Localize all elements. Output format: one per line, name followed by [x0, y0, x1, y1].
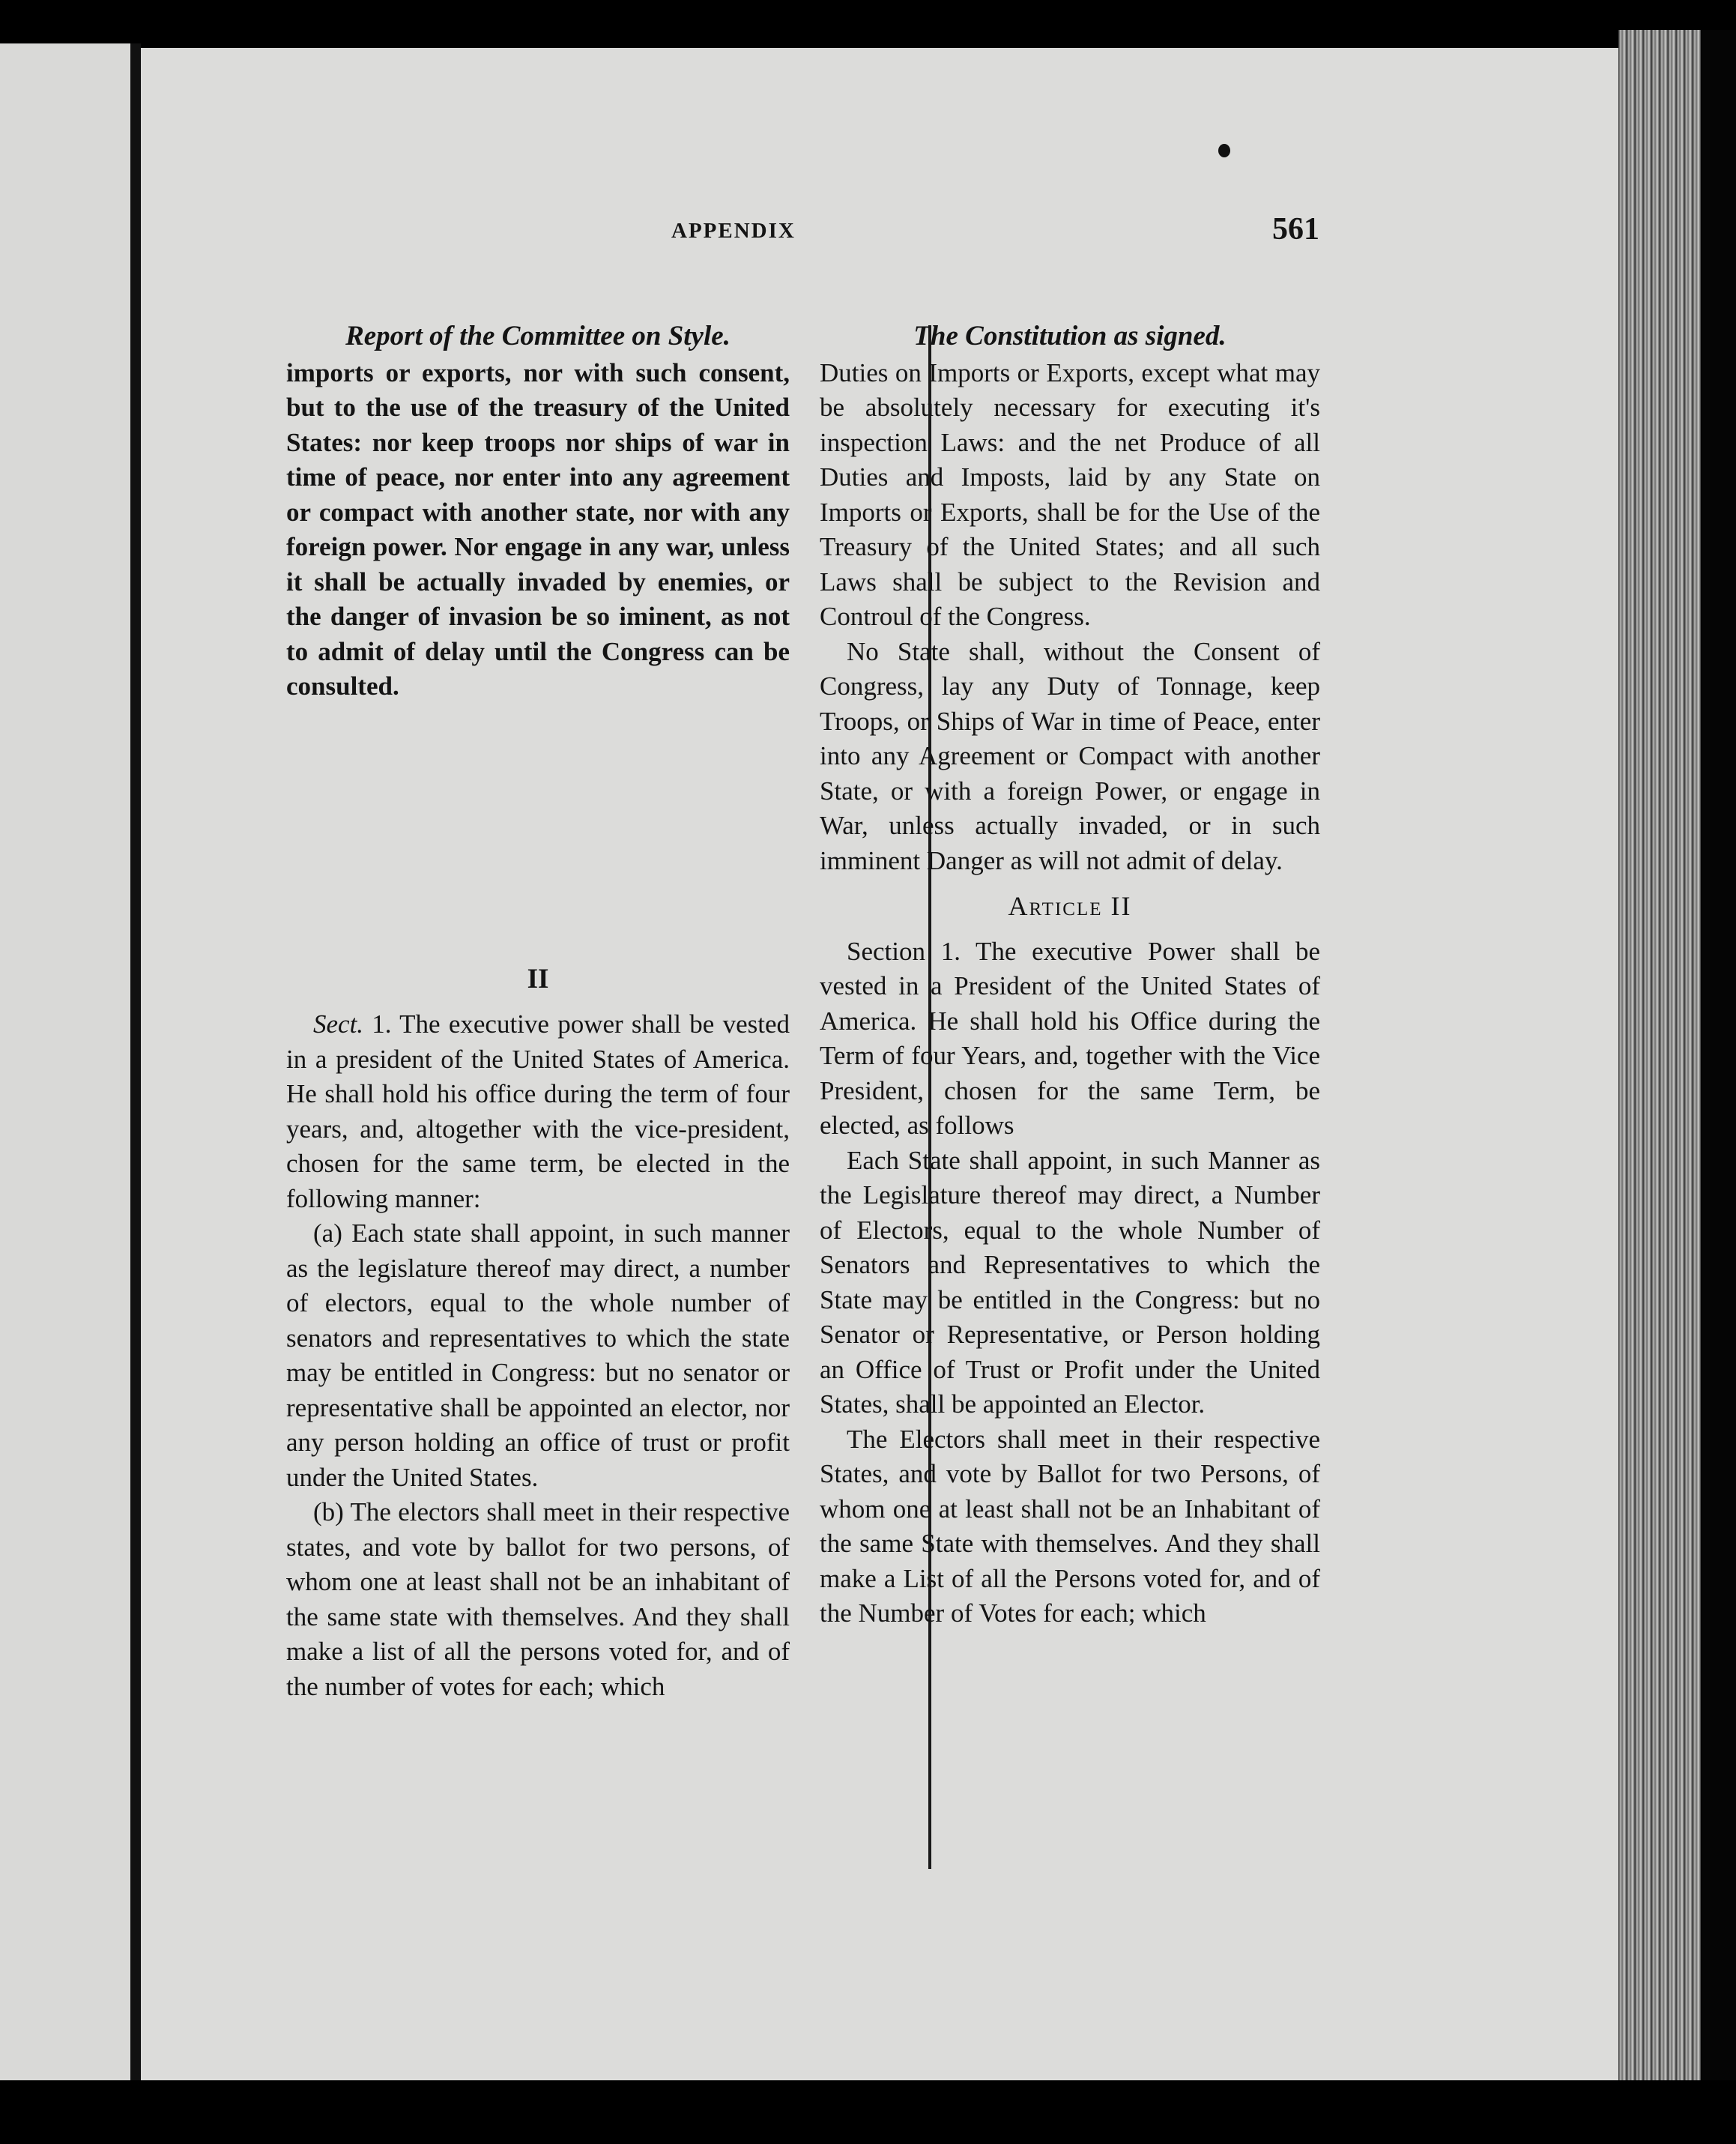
right-paragraph-2: No State shall, without the Consent of Congress, lay any Duty of Tonnage, keep Troops, or Ships of War in time of Peace, enter into any Agreement or Compact with another State, or with a foreign Power, or engage in War, unless actually invaded, or in such imminent Danger as will not admit of delay.: [820, 636, 1320, 875]
left-section-1: [286, 1007, 790, 1216]
column-gap: [286, 704, 790, 947]
left-section-heading: II: [527, 963, 549, 994]
left-paragraph-1: imports or exports, nor with such consent, but to the use of the treasury of the United States: nor keep troops nor ships of war in time of peace, nor enter into any agreement or compact with another state, nor with any foreign power. Nor engage in any war, unless it shall be actually invaded by enemies, or the danger of invasion be so iminent, as not to admit of delay until the Congress can be consulted.: [286, 357, 790, 701]
running-head: APPENDIX: [671, 219, 796, 243]
right-paragraph-3: Section 1. The executive Power shall be vested in a President of the United States of America. He shall hold his Office during the Term of four Years, and, together with the Vice President, chosen for the same Term, be elected, as follows: [820, 936, 1320, 1140]
page-stack-edge: [1618, 30, 1701, 2083]
right-paragraph-5: The Electors shall meet in their respective States, and vote by Ballot for two Persons, of whom one at least shall not be an Inhabitant of the same State with themselves. And they shall make a List of all the Persons voted for, and of the Number of Votes for each; which: [820, 1424, 1320, 1628]
right-column-heading: The Constitution as signed.: [913, 321, 1227, 351]
facing-page-edge: [0, 43, 132, 2082]
right-section-heading: Article II: [1008, 891, 1132, 921]
sect-label: Sect.: [313, 1009, 364, 1039]
page-sheet: [141, 48, 1632, 2080]
page-number: 561: [1272, 212, 1319, 247]
right-paragraph-1: Duties on Imports or Exports, except what may be absolutely necessary for executing it's inspection Laws: and the net Produce of all Duties and Imposts, laid by any State on Imports or Exports, shall be for the Use of the Treasury of the United States; and all such Laws shall be subject to the Revision and Controul of the Congress.: [820, 357, 1320, 631]
left-paragraph-b: (b) The electors shall meet in their respective states, and vote by ballot for two persons, of whom one at least shall not be an inhabitant of the same state with themselves. And they shall make a list of all the persons voted for, and of the number of votes for each; which: [286, 1497, 790, 1701]
left-paragraph-a: (a) Each state shall appoint, in such manner as the legislature thereof may direct, a number of electors, equal to the whole number of senators and representatives to which the state may be entitled in Congress: but no senator or representative shall be appointed an elector, nor any person holding an office of trust or profit under the United States.: [286, 1219, 790, 1492]
right-paragraph-4: Each State shall appoint, in such Manner as the Legislature thereof may direct, a Number of Electors, equal to the whole Number of Senators and Representatives to which the State may be entitled in the Congress: but no Senator or Representative, or Person holding an Office of Trust or Profit under the United States, shall be appointed an Elector.: [820, 1145, 1320, 1419]
book-gutter: [130, 43, 141, 2082]
ink-spot: [1218, 144, 1230, 157]
left-column: [286, 319, 790, 1704]
right-column: [820, 319, 1320, 1631]
left-column-heading: Report of the Committee on Style.: [345, 321, 731, 351]
sect-text: 1. The executive power shall be vested in a president of the United States of America. He shall hold his office during the term of four years, and, altogether with the vice-president, chosen for the same term, be elected in the following manner:: [286, 1009, 790, 1213]
scan-right-border: [1701, 30, 1736, 2083]
scan-top-border: [0, 0, 1736, 52]
scan-bottom-border: [0, 2080, 1736, 2144]
